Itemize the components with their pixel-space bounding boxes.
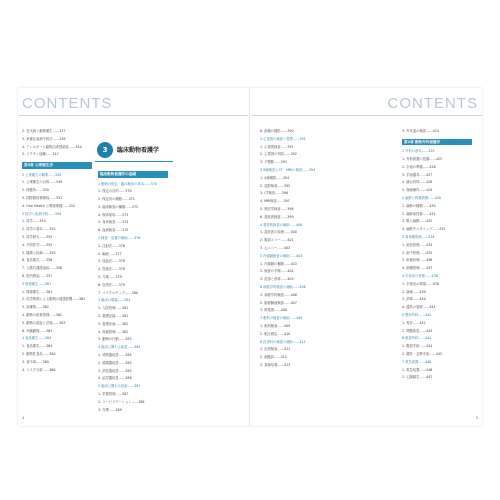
- part-title: 臨床動物看護学: [117, 147, 160, 154]
- contents-heading-right: CONTENTS: [387, 95, 478, 112]
- toc-section-entry: 3 環境衛生……361: [22, 281, 52, 286]
- toc-entry: 1. 内視鏡の種類……403: [260, 261, 297, 266]
- toc-entry: 3. 廃棄物……362: [22, 305, 49, 310]
- toc-entry: 3. 筋電図……408: [260, 308, 287, 313]
- toc-entry: 5. 核医学検査……398: [260, 206, 294, 211]
- chapter-heading: 第2章 動物外科看護学: [402, 139, 472, 146]
- toc-entry: 3. 採血法……378: [98, 259, 125, 264]
- contents-heading-left: CONTENTS: [22, 95, 113, 112]
- toc-entry: 3. 手術器具……427: [402, 172, 433, 177]
- toc-section-entry: 5 臨床に関わる技術……387: [98, 384, 141, 389]
- toc-section-entry: 5 整形外科……442: [402, 313, 432, 318]
- toc-column-4: [402, 128, 472, 382]
- part-number-badge: 3: [97, 142, 113, 158]
- right-page: [250, 88, 482, 426]
- toc-entry: 3. 不整脈……393: [260, 160, 287, 165]
- toc-entry: 1. 手術室の環境……438: [402, 281, 439, 286]
- toc-entry: 4. One Health と環境保健……352: [22, 203, 76, 208]
- toc-entry: 3. 吸入麻酔……432: [402, 219, 433, 224]
- page-number-left: 4: [22, 416, 25, 420]
- toc-section-entry: 4 臨床に関わる疾患……384: [98, 345, 141, 350]
- toc-entry: 3. 臨床検査の種類……372: [98, 204, 139, 209]
- toc-entry: 1. 疫学……354: [22, 219, 46, 224]
- toc-entry: 1. 外科看護の役割……425: [402, 157, 443, 162]
- toc-section-entry: 2 検査・処置の補助……376: [98, 236, 141, 241]
- toc-entry: 2. 眼圧測定……410: [260, 331, 291, 336]
- toc-entry: 3. 国際獣疫事務局……351: [22, 196, 63, 201]
- toc-entry: 4. 動物の飼育管理……362: [22, 313, 63, 318]
- toc-entry: 3. 消毒……440: [402, 297, 426, 302]
- toc-entry: 4. MRI検査……397: [260, 199, 290, 204]
- toc-entry: 2. 細胞診……412: [260, 355, 287, 360]
- toc-entry: 6. 包帯法……379: [98, 282, 125, 287]
- toc-entry: 3. 心エコー……402: [260, 245, 291, 250]
- toc-entry: 1. X線撮影……394: [260, 175, 290, 180]
- toc-entry: 4. 検体採取……373: [98, 212, 129, 217]
- toc-entry: 1. 眼科検査……409: [260, 323, 291, 328]
- toc-entry: 2. 滅菌……439: [402, 289, 426, 294]
- toc-entry: 2. 輸液……377: [98, 251, 122, 256]
- toc-section-entry: 6 軟部外科……444: [402, 336, 432, 341]
- toc-entry: 2. 心電図の判読……392: [260, 152, 297, 157]
- toc-entry: 3. 看護計画……382: [98, 321, 129, 326]
- toc-section-entry: 4 手術室の管理……438: [402, 274, 438, 279]
- toc-entry: 3. 家畜伝染病予防法……338: [22, 136, 66, 141]
- toc-section-entry: 4 食品衛生……364: [22, 336, 52, 341]
- toc-entry: 1. 保定の目的……370: [98, 189, 132, 194]
- toc-section-entry: 3 臨床の現場……381: [98, 298, 131, 303]
- toc-entry: 6. 実験動物……363: [22, 328, 53, 333]
- toc-entry: 6. 画像の撮影……390: [260, 129, 294, 133]
- toc-section-entry: 7 救急看護……446: [402, 359, 432, 364]
- toc-section-entry: 3 周術期管理……434: [402, 235, 435, 240]
- toc-section-entry: 1 動物の保定・臨床検査の基本……370: [98, 181, 157, 186]
- toc-entry: 8. 院内感染……357: [22, 274, 53, 279]
- toc-entry: 2. 化学物質による動物の健康影響……362: [22, 297, 86, 302]
- toc-entry: 4. 疼痛管理……382: [98, 329, 129, 334]
- toc-entry: 2. 関節疾患……443: [402, 328, 433, 333]
- toc-entry: 1. 皮膚検査……411: [260, 347, 291, 352]
- toc-entry: 1. 心電図検査……391: [260, 144, 294, 149]
- toc-entry: 2. 循環器疾患……385: [98, 360, 132, 365]
- toc-section-entry: 7 眼科の検査の補助……409: [260, 316, 303, 321]
- book-spread: [18, 88, 482, 426]
- toc-entry: 2. 保定具の種類……371: [98, 197, 135, 202]
- toc-entry: 1. 環境衛生……361: [22, 289, 53, 294]
- left-page: [18, 88, 250, 426]
- toc-entry: 3. 術後管理……436: [402, 258, 433, 263]
- toc-section-entry: 6 神経学的検査の補助……406: [260, 284, 306, 289]
- toc-entry: 2. リハビリテーション……388: [98, 399, 145, 404]
- toc-entry: 2. 手術の準備……426: [402, 164, 436, 169]
- toc-section-entry: 2 疫学と疾病予防……354: [22, 211, 62, 216]
- toc-section-entry: 2 麻酔と疼痛管理……430: [402, 196, 442, 201]
- toc-entry: 5. 動物の福祉と法規……363: [22, 320, 66, 325]
- toc-entry: 1. 公衆衛生の目的……349: [22, 180, 63, 185]
- toc-section-entry: 8 皮膚科の検査の補助……411: [260, 339, 306, 344]
- toc-entry: 3. CT検査……396: [260, 191, 288, 196]
- toc-section-entry: 1 公衆衛生の概要……349: [22, 172, 62, 177]
- part-banner: [95, 140, 173, 166]
- toc-entry: 6. 食品衛生……356: [22, 258, 53, 263]
- toc-entry: 1. 入院管理……381: [98, 306, 129, 311]
- chapter-heading: 臨床動物看護学の基礎: [98, 171, 168, 178]
- toc-entry: 5. 無菌操作……429: [402, 188, 433, 193]
- toc-section-entry: 5 内視鏡検査の補助……403: [260, 253, 303, 258]
- toc-entry: 1. 超音波の原理……400: [260, 230, 297, 235]
- toc-entry: 1. 神経学的検査……406: [260, 292, 297, 297]
- toc-entry: 2. 避妊・去勢手術……445: [402, 352, 443, 357]
- toc-entry: 3. 消化器疾患……385: [98, 368, 132, 373]
- toc-entry: 2. 狂犬病と動物衛生……337: [22, 129, 66, 133]
- toc-entry: 4. 予防医学……355: [22, 242, 53, 247]
- toc-entry: 1. 呼吸器疾患……384: [98, 353, 132, 358]
- header-rule-left: [18, 115, 248, 116]
- toc-entry: 1. 食品衛生……364: [22, 344, 53, 349]
- toc-entry: 2. 疫学の基本……354: [22, 227, 56, 232]
- toc-entry: 6. 超音波検査……399: [260, 214, 294, 219]
- toc-entry: 4. 器具の管理……441: [402, 305, 436, 310]
- toc-column-1: [22, 128, 92, 374]
- toc-entry: 1. 注射法……376: [98, 243, 125, 248]
- page-number-right: 5: [475, 416, 478, 420]
- toc-entry: 4. 縫合材料……428: [402, 180, 433, 185]
- toc-entry: 3. 疫学研究……355: [22, 235, 53, 240]
- header-rule-right: [252, 115, 482, 116]
- toc-entry: 2. 心肺蘇生……447: [402, 375, 433, 380]
- toc-entry: 4. リスク分析……366: [22, 367, 56, 372]
- toc-entry: 3. 洗浄と消毒……405: [260, 277, 294, 282]
- toc-entry: 5. 動物の行動……383: [98, 337, 132, 342]
- toc-section-entry: 2 心電図の検査と看護……391: [260, 136, 306, 141]
- toc-entry: 1. 骨折……442: [402, 320, 426, 325]
- toc-entry: 3. 食中毒……365: [22, 359, 49, 364]
- toc-entry: 1. 麻酔の種類……430: [402, 203, 436, 208]
- toc-entry: 7. 人獣共通感染症……356: [22, 266, 63, 271]
- toc-entry: 2. 保健所……350: [22, 188, 49, 193]
- toc-entry: 4. 泌尿器疾患……386: [98, 376, 132, 381]
- toc-entry: 5. 与薬……379: [98, 275, 122, 280]
- toc-entry: 4. 投薬法……378: [98, 267, 125, 272]
- toc-entry: 3. 外耳道の検査……424: [402, 129, 439, 133]
- toc-entry: 5. ワクチン接種……347: [22, 152, 59, 157]
- toc-entry: 2. 造影検査……395: [260, 183, 291, 188]
- part-banner-rule: [95, 161, 173, 162]
- toc-column-2: [98, 168, 168, 414]
- toc-entry: 4. 創傷管理……437: [402, 266, 433, 271]
- toc-entry: 5. 身体検査……374: [98, 220, 129, 225]
- toc-entry: 1. 腹部手術……444: [402, 344, 433, 349]
- toc-section-entry: 3 X線検査とCT・MRIの検査……394: [260, 167, 316, 172]
- chapter-heading: 第5章 公衆衛生学: [22, 162, 92, 169]
- toc-entry: 2. 検査の手順……404: [260, 269, 294, 274]
- toc-entry: 4. 麻酔モニタリング……433: [402, 227, 446, 232]
- toc-column-3: [260, 128, 330, 370]
- toc-entry: 1. 術前管理……434: [402, 242, 433, 247]
- toc-entry: 2. 看護記録……381: [98, 314, 129, 319]
- toc-entry: 3. 介護……389: [98, 407, 122, 412]
- toc-entry: 7. マイクロチップ……380: [98, 290, 138, 295]
- toc-entry: 6. 血液検査……375: [98, 228, 129, 233]
- toc-section-entry: 1 外科の基本……425: [402, 149, 435, 154]
- toc-entry: 2. 動物性食品……364: [22, 352, 56, 357]
- toc-entry: 3. 真菌培養……413: [260, 362, 291, 367]
- toc-entry: 1. 救急処置……446: [402, 367, 433, 372]
- toc-entry: 2. 脳脊髄液検査……407: [260, 300, 297, 305]
- toc-entry: 2. 術中管理……435: [402, 250, 433, 255]
- toc-entry: 1. 栄養管理……387: [98, 392, 129, 397]
- toc-entry: 2. 腹部エコー……401: [260, 238, 294, 243]
- toc-entry: 4. アレルギーと動物由来感染症……344: [22, 144, 82, 149]
- toc-entry: 2. 麻酔前投薬……431: [402, 211, 436, 216]
- toc-section-entry: 4 超音波検査の補助……400: [260, 222, 303, 227]
- toc-entry: 5. 健康と疾病……355: [22, 250, 56, 255]
